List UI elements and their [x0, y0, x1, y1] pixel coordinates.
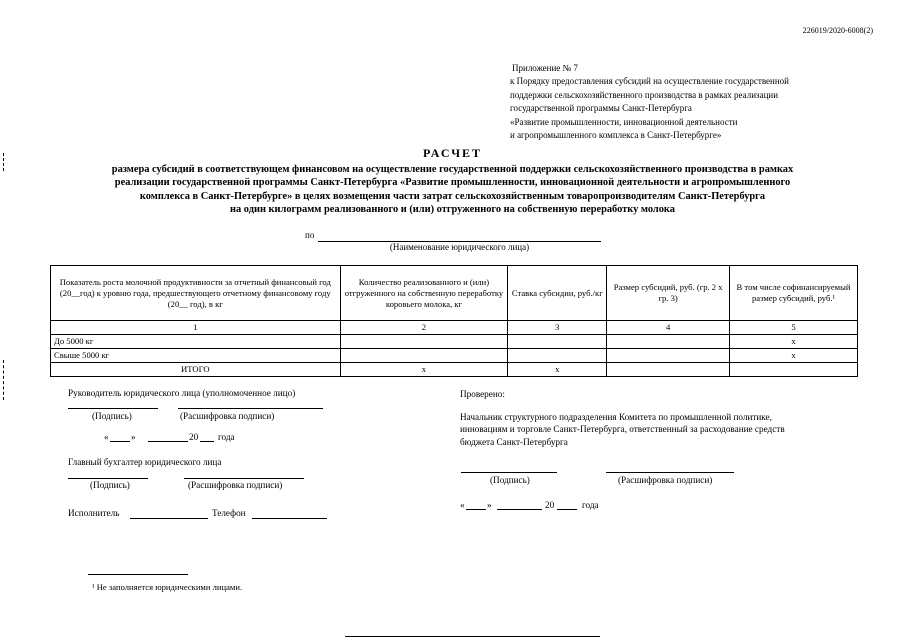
- table-total-row: [51, 363, 858, 377]
- subtitle-line: реализации государственной программы Санкт-Петербурга «Развитие промышленности, инновационной деятельности и агропромышленного: [114, 177, 791, 189]
- table-row: [51, 335, 858, 349]
- row-label: Свыше 5000 кг: [51, 349, 341, 363]
- header-cell: Размер субсидий, руб. (гр. 2 х гр. 3): [607, 266, 730, 321]
- document-title: РАСЧЕТ: [422, 146, 483, 160]
- table-cell[interactable]: [508, 335, 607, 349]
- accountant-signature-field[interactable]: [68, 478, 148, 479]
- table-cell[interactable]: [340, 335, 508, 349]
- table-cell: x: [730, 335, 858, 349]
- appendix-line: поддержки сельскохозяйственного производства в рамках реализации: [510, 89, 779, 100]
- year-suffix: года: [582, 500, 599, 510]
- date-day-field[interactable]: [110, 441, 130, 442]
- table-cell[interactable]: [730, 363, 858, 377]
- date-open-quote: «: [460, 500, 465, 510]
- table-cell: x: [730, 349, 858, 363]
- bottom-rule: [345, 636, 600, 637]
- approver-line: инновациям и торговле Санкт-Петербурга, ответственный за расходование средств: [460, 424, 785, 435]
- row-label: До 5000 кг: [51, 335, 341, 349]
- appendix-number: Приложение № 7: [512, 63, 578, 73]
- document-number: 226019/2020-6008(2): [802, 26, 873, 35]
- table-cell[interactable]: [607, 349, 730, 363]
- approver-line: Начальник структурного подразделения Комитета по промышленной политике,: [460, 412, 772, 422]
- approver-title: [460, 411, 880, 448]
- appendix-line: к Порядку предоставления субсидий на осуществление государственной: [510, 76, 789, 87]
- table-header-row: [51, 266, 858, 321]
- head-signature-field[interactable]: [68, 408, 158, 409]
- signature-caption: (Подпись): [92, 411, 132, 421]
- year-prefix: 20: [189, 432, 199, 442]
- head-label: Руководитель юридического лица (уполномоченное лицо): [68, 388, 296, 398]
- appendix-line: государственной программы Санкт-Петербурга: [510, 103, 692, 114]
- entity-name-caption: (Наименование юридического лица): [389, 242, 530, 252]
- margin-mark: [3, 360, 5, 400]
- table-number-row: [51, 321, 858, 335]
- footnote-separator: [88, 574, 188, 575]
- column-number: 2: [340, 321, 508, 335]
- accountant-decoding-field[interactable]: [184, 478, 304, 479]
- margin-mark: [3, 153, 5, 171]
- executor-field[interactable]: [130, 518, 208, 519]
- approver-line: бюджета Санкт-Петербурга: [460, 436, 568, 447]
- footnote: [92, 582, 242, 592]
- executor-label: Исполнитель: [68, 508, 120, 518]
- head-decoding-field[interactable]: [178, 408, 323, 409]
- phone-label: Телефон: [212, 508, 246, 518]
- table-cell[interactable]: [607, 335, 730, 349]
- checked-label: Проверено:: [460, 389, 505, 399]
- table-cell: x: [508, 363, 607, 377]
- subtitle-line: комплекса в Санкт-Петербурге» в целях возмещения части затрат сельскохозяйственным товаропроизводителям Санкт-Петербурга: [139, 190, 766, 202]
- decoding-caption: (Расшифровка подписи): [188, 480, 283, 490]
- column-number: 1: [51, 321, 341, 335]
- appendix-line: и агропромышленного комплекса в Санкт-Петербурге»: [510, 130, 722, 141]
- header-cell: В том числе софинансируемый размер субсидий, руб.¹: [730, 266, 858, 321]
- date-day-field[interactable]: [466, 509, 486, 510]
- po-label: по: [305, 230, 315, 240]
- decoding-caption: (Расшифровка подписи): [618, 475, 713, 485]
- footnote-text: Не заполняется юридическими лицами.: [94, 582, 243, 592]
- date-close-quote: »: [487, 500, 492, 510]
- phone-field[interactable]: [252, 518, 327, 519]
- table-row: [51, 349, 858, 363]
- column-number: 4: [607, 321, 730, 335]
- column-number: 3: [508, 321, 607, 335]
- column-number: 5: [730, 321, 858, 335]
- signature-caption: (Подпись): [90, 480, 130, 490]
- date-year-field[interactable]: [557, 509, 577, 510]
- date-month-field[interactable]: [148, 441, 188, 442]
- approver-decoding-field[interactable]: [606, 472, 734, 473]
- table-cell[interactable]: [607, 363, 730, 377]
- subtitle-line: размера субсидий в соответствующем финансовом на осуществление государственной поддержки сельскохозяйственного производства в рамках: [111, 164, 794, 175]
- date-close-quote: »: [131, 432, 136, 442]
- calculation-table: [50, 265, 858, 377]
- appendix-block: [510, 62, 890, 142]
- table-cell[interactable]: [340, 349, 508, 363]
- date-month-field[interactable]: [497, 509, 542, 510]
- accountant-label: Главный бухгалтер юридического лица: [68, 457, 222, 467]
- signature-caption: (Подпись): [490, 475, 530, 485]
- subtitle-line: на один килограмм реализованного и (или) отгруженного на собственную переработку молока: [230, 203, 675, 215]
- year-prefix: 20: [545, 500, 555, 510]
- approver-signature-field[interactable]: [461, 472, 557, 473]
- footnote-mark: ¹: [92, 582, 95, 592]
- document-subtitle: [40, 163, 865, 216]
- table-cell[interactable]: [508, 349, 607, 363]
- decoding-caption: (Расшифровка подписи): [180, 411, 275, 421]
- year-suffix: года: [218, 432, 235, 442]
- total-label: ИТОГО: [51, 363, 341, 377]
- header-cell: Количество реализованного и (или) отгруженного на собственную переработку коровьего молока, кг: [340, 266, 508, 321]
- header-cell: Ставка субсидии, руб./кг: [508, 266, 607, 321]
- table-cell: x: [340, 363, 508, 377]
- header-cell: Показатель роста молочной продуктивности за отчетный финансовый год (20__год) к уровню года, предшествующего отчетному финансовому году (20__ год), в кг: [51, 266, 341, 321]
- appendix-line: «Развитие промышленности, инновационной деятельности: [510, 116, 738, 127]
- date-open-quote: «: [104, 432, 109, 442]
- date-year-field[interactable]: [200, 441, 214, 442]
